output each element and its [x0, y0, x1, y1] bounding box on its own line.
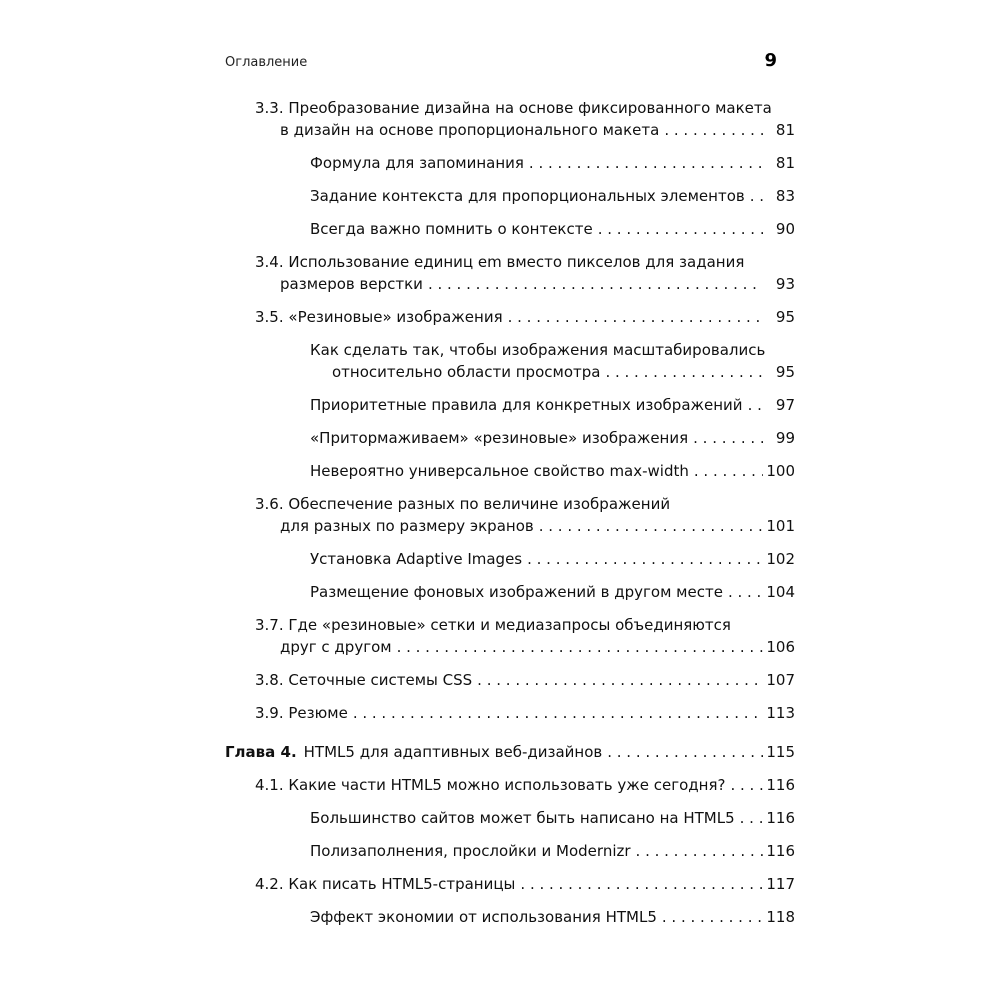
entry-page-number: 106 — [766, 638, 795, 656]
entry-leader-line — [310, 361, 795, 383]
entry-leader-line — [310, 906, 795, 928]
entry-page-number: 97 — [775, 396, 795, 414]
entry-text: размеров верстки — [280, 275, 423, 293]
entry-page-number: 117 — [766, 875, 795, 893]
entry-leader-line — [310, 152, 795, 174]
toc-entry — [225, 460, 795, 482]
entry-text: 3.3. Преобразование дизайна на основе фиксированного макета — [255, 99, 772, 117]
entry-leader-line — [255, 273, 795, 295]
entry-page-number: 102 — [766, 550, 795, 568]
entry-text: в дизайн на основе пропорционального макета — [280, 121, 660, 139]
entry-text-line — [255, 251, 795, 273]
page-header — [225, 50, 795, 71]
entry-text: 3.7. Где «резиновые» сетки и медиазапросы объединяются — [255, 616, 731, 634]
toc-list — [225, 97, 795, 928]
toc-entry — [225, 152, 795, 174]
page-number: 9 — [764, 50, 777, 71]
entry-text: относительно области просмотра — [332, 363, 601, 381]
entry-leader-line — [255, 702, 795, 724]
entry-page-number: 100 — [766, 462, 795, 480]
entry-page-number: 83 — [775, 187, 795, 205]
toc-entry — [225, 548, 795, 570]
entry-text-line — [255, 614, 795, 636]
entry-text: 3.5. «Резиновые» изображения — [255, 308, 503, 326]
toc-entry — [225, 807, 795, 829]
entry-leader-line — [310, 185, 795, 207]
toc-entry — [225, 251, 795, 295]
entry-leader-line — [310, 840, 795, 862]
entry-page-number: 81 — [775, 154, 795, 172]
entry-leader-line — [310, 218, 795, 240]
toc-entry — [225, 394, 795, 416]
entry-text: Размещение фоновых изображений в другом месте — [310, 583, 723, 601]
entry-page-number: 101 — [766, 517, 795, 535]
entry-text: Эффект экономии от использования HTML5 — [310, 908, 657, 926]
entry-leader-line — [310, 460, 795, 482]
entry-leader-line — [310, 548, 795, 570]
leader-dots — [693, 427, 763, 449]
toc-entry — [225, 840, 795, 862]
entry-page-number: 99 — [775, 429, 795, 447]
entry-page-number: 118 — [766, 908, 795, 926]
entry-page-number: 95 — [775, 363, 795, 381]
leader-dots — [539, 515, 763, 537]
leader-dots — [598, 218, 763, 240]
entry-text: 4.1. Какие части HTML5 можно использовать уже сегодня? — [255, 776, 726, 794]
entry-leader-line — [255, 669, 795, 691]
entry-leader-line — [310, 394, 795, 416]
entry-page-number: 116 — [766, 842, 795, 860]
toc-entry — [225, 774, 795, 796]
toc-entry — [225, 669, 795, 691]
entry-text: 4.2. Как писать HTML5-страницы — [255, 875, 516, 893]
leader-dots — [428, 273, 763, 295]
entry-page-number: 95 — [775, 308, 795, 326]
entry-leader-line — [310, 427, 795, 449]
entry-text: Всегда важно помнить о контексте — [310, 220, 593, 238]
leader-dots — [353, 702, 763, 724]
entry-text: 3.9. Резюме — [255, 704, 348, 722]
toc-entry — [225, 306, 795, 328]
toc-entry — [225, 741, 795, 763]
leader-dots — [694, 460, 763, 482]
entry-page-number: 115 — [766, 743, 795, 761]
entry-page-number: 116 — [766, 776, 795, 794]
entry-page-number: 81 — [775, 121, 795, 139]
leader-dots — [529, 152, 763, 174]
leader-dots — [748, 394, 763, 416]
entry-page-number: 104 — [766, 583, 795, 601]
entry-leader-line — [255, 873, 795, 895]
leader-dots — [750, 185, 763, 207]
entry-leader-line — [255, 306, 795, 328]
entry-leader-line — [255, 774, 795, 796]
entry-text: Формула для запоминания — [310, 154, 524, 172]
leader-dots — [662, 906, 763, 928]
entry-page-number: 116 — [766, 809, 795, 827]
entry-leader-line — [310, 807, 795, 829]
entry-text: Большинство сайтов может быть написано на HTML5 — [310, 809, 735, 827]
entry-text-line — [310, 339, 795, 361]
entry-text-line — [255, 97, 795, 119]
leader-dots — [664, 119, 763, 141]
entry-page-number: 90 — [775, 220, 795, 238]
leader-dots — [477, 669, 763, 691]
entry-text: Невероятно универсальное свойство max-width — [310, 462, 689, 480]
entry-text: 3.4. Использование единиц em вместо пикселов для задания — [255, 253, 745, 271]
entry-text-line — [255, 493, 795, 515]
entry-leader-line — [255, 119, 795, 141]
toc-entry — [225, 581, 795, 603]
leader-dots — [397, 636, 763, 658]
entry-text: 3.6. Обеспечение разных по величине изображений — [255, 495, 671, 513]
leader-dots — [607, 741, 763, 763]
toc-entry — [225, 339, 795, 383]
leader-dots — [605, 361, 763, 383]
entry-leader-line — [255, 515, 795, 537]
toc-entry — [225, 493, 795, 537]
toc-entry — [225, 614, 795, 658]
entry-leader-line — [310, 581, 795, 603]
entry-text: 3.8. Сеточные системы CSS — [255, 671, 473, 689]
entry-text: Установка Adaptive Images — [310, 550, 523, 568]
leader-dots — [636, 840, 763, 862]
entry-page-number: 93 — [775, 275, 795, 293]
entry-text: Как сделать так, чтобы изображения масштабировались — [310, 341, 766, 359]
entry-leader-line — [225, 741, 795, 763]
toc-entry — [225, 702, 795, 724]
entry-text: Полизаполнения, прослойки и Modernizr — [310, 842, 631, 860]
toc-entry — [225, 185, 795, 207]
entry-page-number: 113 — [766, 704, 795, 722]
entry-page-number: 107 — [766, 671, 795, 689]
leader-dots — [728, 581, 763, 603]
leader-dots — [527, 548, 763, 570]
entry-leader-line — [255, 636, 795, 658]
entry-text: Задание контекста для пропорциональных элементов — [310, 187, 745, 205]
toc-entry — [225, 97, 795, 141]
entry-text: Приоритетные правила для конкретных изображений — [310, 396, 743, 414]
entry-text: «Притормаживаем» «резиновые» изображения — [310, 429, 689, 447]
toc-entry — [225, 427, 795, 449]
toc-entry — [225, 218, 795, 240]
toc-entry — [225, 906, 795, 928]
entry-text: HTML5 для адаптивных веб-дизайнов — [303, 743, 603, 761]
entry-text: друг с другом — [280, 638, 392, 656]
leader-dots — [740, 807, 763, 829]
leader-dots — [520, 873, 763, 895]
chapter-prefix: Глава 4. — [225, 743, 297, 761]
toc-entry — [225, 873, 795, 895]
entry-text: для разных по размеру экранов — [280, 517, 534, 535]
leader-dots — [508, 306, 763, 328]
leader-dots — [730, 774, 763, 796]
running-header: Оглавление — [225, 55, 308, 70]
